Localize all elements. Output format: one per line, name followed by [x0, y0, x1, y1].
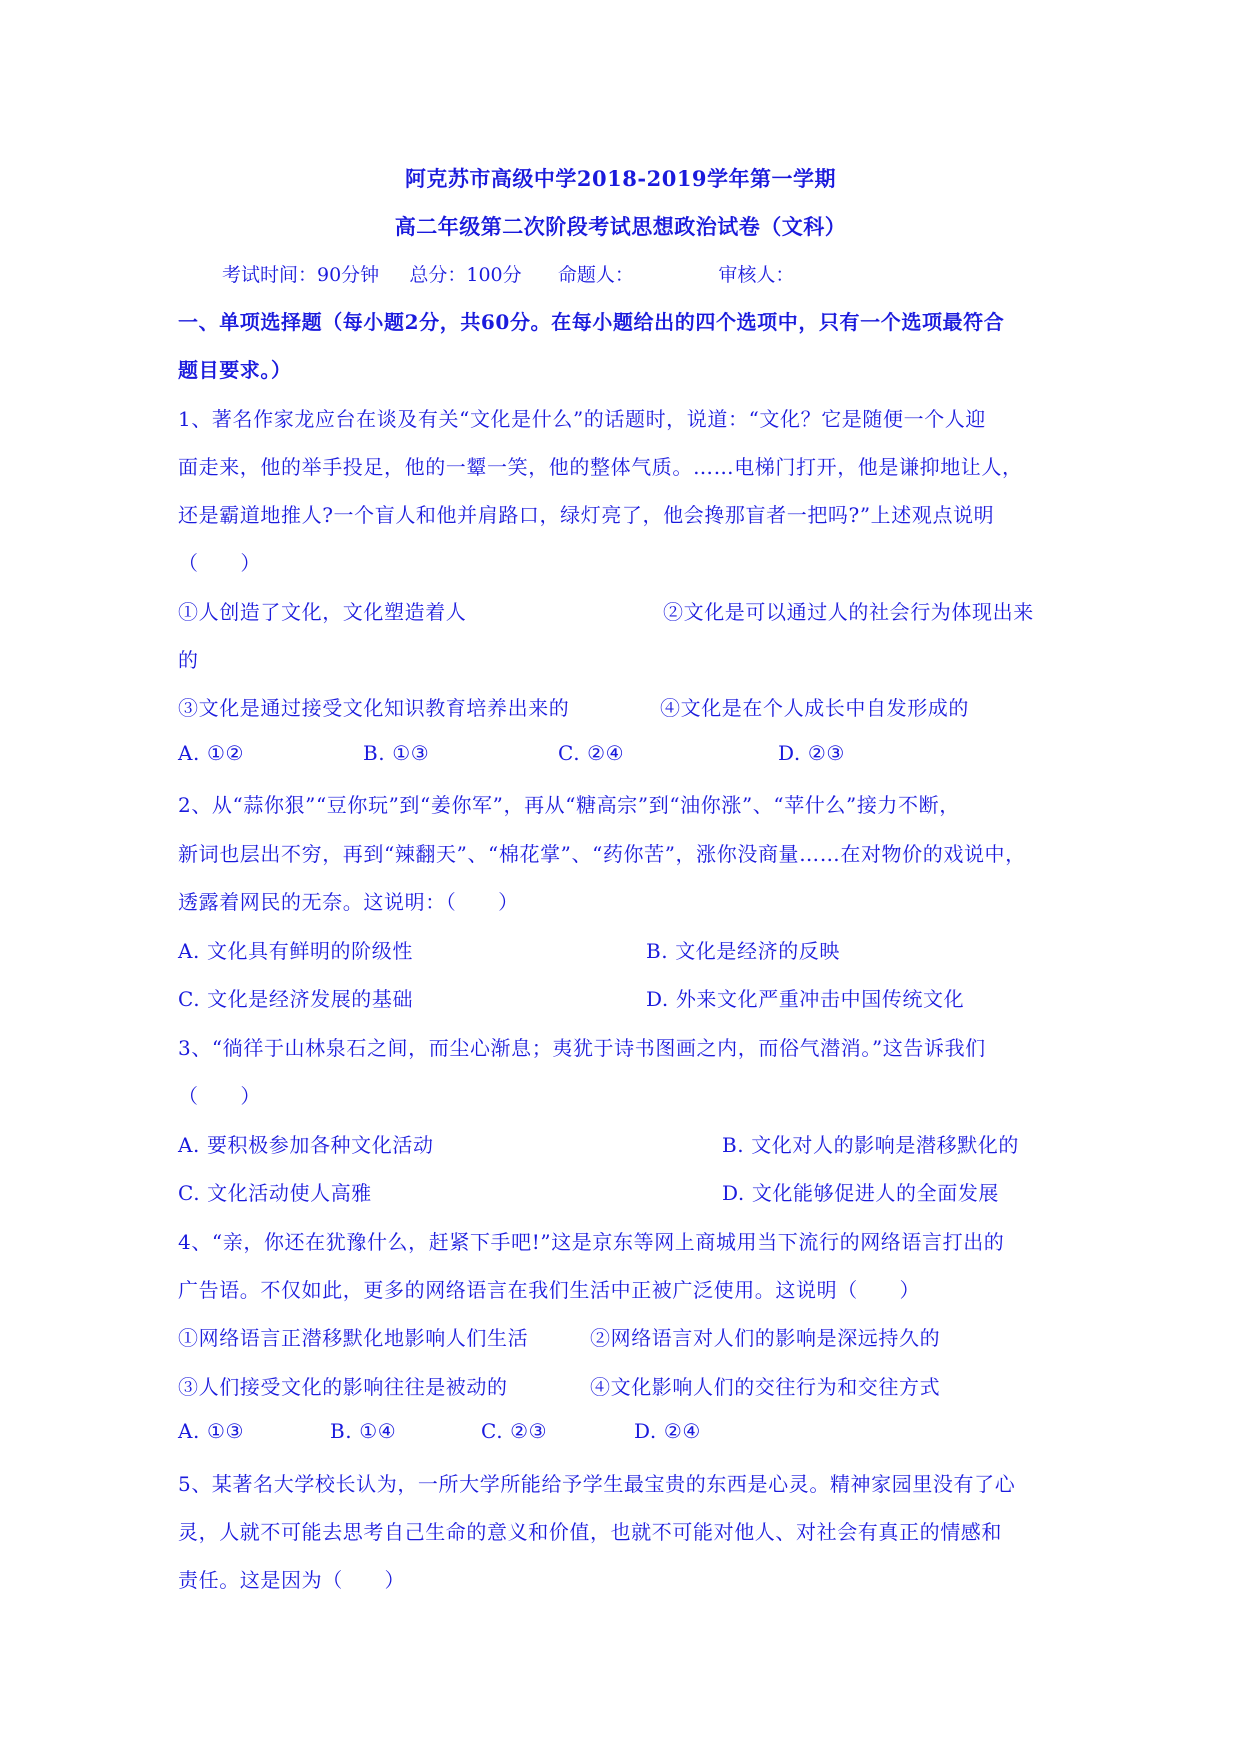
q4-item: ②网络语言对人们的影响是深远持久的: [590, 1326, 941, 1350]
q1-stem-line: （ ）: [178, 551, 261, 575]
q4-stem-line: 4、“亲，你还在犹豫什么，赶紧下手吧!”这是京东等网上商城用当下流行的网络语言打出的: [178, 1230, 1005, 1254]
q1-item: ④文化是在个人成长中自发形成的: [660, 696, 969, 720]
exam-title-line1: 阿克苏市高级中学2018-2019学年第一学期: [404, 166, 837, 191]
q1-item: 的: [178, 648, 199, 672]
q2-option-d: D. 外来文化严重冲击中国传统文化: [646, 987, 965, 1011]
q1-stem-line: 面走来，他的举手投足，他的一颦一笑，他的整体气质。……电梯门打开，他是谦抑地让人，: [178, 455, 1023, 479]
q1-option-c: C. ②④: [558, 741, 625, 765]
q5-stem-line: 5、某著名大学校长认为，一所大学所能给予学生最宝贵的东西是心灵。精神家园里没有了心: [178, 1472, 1016, 1496]
section-heading-line2: 题目要求。）: [178, 358, 292, 382]
section-heading-line1: 一、单项选择题（每小题2分，共60分。在每小题给出的四个选项中，只有一个选项最符合: [178, 310, 1005, 334]
q1-item: ③文化是通过接受文化知识教育培养出来的: [178, 696, 570, 720]
q2-stem-line: 透露着网民的无奈。这说明：（ ）: [178, 890, 519, 914]
q4-item: ④文化影响人们的交往行为和交往方式: [590, 1375, 941, 1399]
exam-info: 考试时间：90分钟 总分：100分 命题人： 审核人：: [222, 264, 795, 286]
q1-stem-line: 还是霸道地推人?一个盲人和他并肩路口，绿灯亮了，他会搀那盲者一把吗?”上述观点说明: [178, 503, 995, 527]
q1-option-a: A. ①②: [178, 741, 245, 765]
q2-stem-line: 2、从“蒜你狠”“豆你玩”到“姜你军”，再从“糖高宗”到“油你涨”、“苹什么”接力不断，: [178, 793, 960, 817]
q4-item: ③人们接受文化的影响往往是被动的: [178, 1375, 508, 1399]
q5-stem-line: 责任。这是因为（ ）: [178, 1568, 406, 1592]
q4-stem-line: 广告语。不仅如此，更多的网络语言在我们生活中正被广泛使用。这说明（ ）: [178, 1278, 921, 1302]
q3-option-b: B. 文化对人的影响是潜移默化的: [722, 1133, 1020, 1157]
q3-stem-line: 3、“徜徉于山林泉石之间，而尘心渐息；夷犹于诗书图画之内，而俗气潜消。”这告诉我们: [178, 1036, 986, 1060]
q2-stem-line: 新词也层出不穷，再到“辣翻天”、“棉花掌”、“药你苦”，涨你没商量……在对物价的戏说中，: [178, 842, 1026, 866]
q3-stem-line: （ ）: [178, 1084, 261, 1108]
q4-option-c: C. ②③: [481, 1419, 548, 1443]
q3-option-a: A. 要积极参加各种文化活动: [178, 1133, 434, 1157]
q2-option-b: B. 文化是经济的反映: [646, 939, 841, 963]
q4-option-b: B. ①④: [330, 1419, 397, 1443]
exam-title-line2: 高二年级第二次阶段考试思想政治试卷（文科）: [394, 214, 847, 239]
q1-option-d: D. ②③: [778, 741, 845, 765]
q1-stem-line: 1、著名作家龙应台在谈及有关“文化是什么”的话题时，说道：“文化？它是随便一个人迎: [178, 407, 986, 431]
q3-option-c: C. 文化活动使人高雅: [178, 1181, 372, 1205]
q2-option-c: C. 文化是经济发展的基础: [178, 987, 414, 1011]
q1-item: ①人创造了文化，文化塑造着人: [178, 600, 467, 624]
q4-option-a: A. ①③: [178, 1419, 245, 1443]
q5-stem-line: 灵，人就不可能去思考自己生命的意义和价值，也就不可能对他人、对社会有真正的情感和: [178, 1520, 1002, 1544]
q4-item: ①网络语言正潜移默化地影响人们生活: [178, 1326, 529, 1350]
q4-option-d: D. ②④: [634, 1419, 701, 1443]
q3-option-d: D. 文化能够促进人的全面发展: [722, 1181, 1000, 1205]
q1-item: ②文化是可以通过人的社会行为体现出来: [663, 600, 1034, 624]
q1-option-b: B. ①③: [363, 741, 430, 765]
q2-option-a: A. 文化具有鲜明的阶级性: [178, 939, 413, 963]
